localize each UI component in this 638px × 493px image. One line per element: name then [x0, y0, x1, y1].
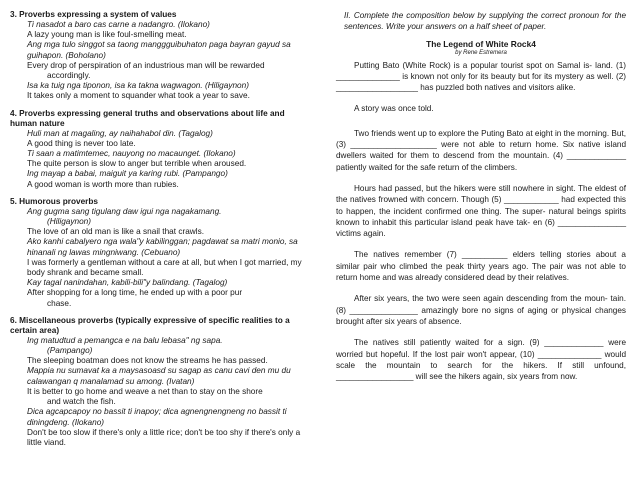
proverb-continuation: and watch the fish.	[47, 397, 116, 407]
story-paragraph: After six years, the two were seen again descending from the moun- tain. (8) _______________ amazingly bore no signs of aging or physical changes brought after six years of absence.	[336, 294, 626, 326]
proverb-translation: A lazy young man is like foul-smelling meat.	[27, 30, 187, 40]
section-title: 3. Proverbs expressing a system of values	[10, 10, 177, 19]
story-paragraph: Two friends went up to explore the Puting Bato at eight in the morning. But, (3) ___________________ were not able to return home. Six native island dwellers waited for them to descend from the mountain. (4) _____________ patiently waited for the safe return of the climbers.	[336, 128, 626, 172]
story-paragraph: Hours had passed, but the hikers were still nowhere in sight. The eldest of the natives frowned with concern. Though (5) ____________ had expected this to happen, the incident confirmed one thing. The super- natural beings spirits known to inhabit this particular island peak have tak- en (6) _______________ victims again.	[336, 183, 626, 239]
proverb-translation: A good woman is worth more than rubies.	[27, 179, 179, 189]
proverb-text: Ing matudtud a pemangca e na balu lebasa" ng sapa.	[27, 335, 223, 345]
story-paragraph: The natives remember (7) __________ elders telling stories about a similar pair who climbed the peak thirty years ago. The pair was not able to return home and was already considered dead by their relatives.	[336, 250, 626, 283]
proverb-original: Ti saan a matimtemec, nauyong no macaunget. (Ilokano)	[27, 149, 236, 159]
proverb-translation	[27, 61, 310, 81]
story-paragraph: Putting Bato (White Rock) is a popular tourist spot on Samal is- land. (1) ______________ is known not only for its beauty but for its mystery as well. (2) __________________ has puzzled both natives and visitors alike.	[336, 60, 626, 93]
proverb-original: Kay tagal nanindahan, kabili-bili"y balindang. (Tagalog)	[27, 278, 228, 288]
proverb-continuation: accordingly.	[47, 71, 91, 81]
proverb-translation: The sleeping boatman does not know the streams he has passed.	[27, 356, 268, 366]
proverb-original: Ako kanhi cabalyero nga wala"y kabilinggan; pagdawat sa matri monio, sa hinanali ng lawas mingniwang. (Cebuano)	[27, 237, 298, 257]
proverb-text: Every drop of perspiration of an industrious man will be rewarded	[27, 60, 265, 70]
proverb-original: Dica agcapcapoy no bassit ti inapoy; dica agnengnengneng no bassit ti diningdeng. (Ilokano)	[27, 407, 287, 427]
section-values	[10, 10, 310, 102]
story-byline: by Rene Estremera	[455, 49, 507, 56]
proverb-original: Ti nasadot a baro cas carne a nadangro. (Ilokano)	[27, 20, 210, 29]
section-title: 6. Miscellaneous proverbs (typically expressive of specific realities to a certain area)	[10, 315, 290, 335]
proverb-continuation: (Pampango)	[47, 346, 93, 356]
composition-column	[332, 0, 638, 392]
proverb-original: Mappia nu sumavat ka a maysasoasd su sagap as canu cavi den mu du calawangan q manalamad su among. (Ivatan)	[27, 366, 291, 386]
section-humorous	[10, 197, 310, 309]
instructions: II. Complete the composition below by supplying the correct pronoun for the sentences. Write your answers on a half sheet of paper.	[344, 11, 626, 32]
proverb-original: Huli man at magaling, ay naihahabol din. (Tagalog)	[27, 128, 213, 138]
story-paragraph: The natives still patiently waited for a sign. (9) _____________ were worried but hopeful. If the lost pair won't appear, (10) ______________ would scale the mountain to search for the hikers. If still unfound, _________________ will see the hikers again, six years from now.	[336, 338, 626, 382]
proverb-translation	[27, 288, 310, 308]
proverb-original	[27, 336, 310, 356]
proverb-translation: I was formerly a gentleman without a care at all, but when I got married, my body shrank and became small.	[27, 257, 302, 278]
proverb-translation: It takes only a moment to squander what took a year to save.	[27, 91, 250, 101]
section-title: 5. Humorous proverbs	[10, 196, 99, 206]
proverb-text: Ang gugma sang tigulang daw igui nga nagakamang.	[27, 206, 222, 216]
proverb-translation	[27, 387, 310, 407]
proverb-original: Ang mga tulo singgot sa taong manggguibuhaton paga bayran gayud sa guihapon. (Boholano)	[27, 40, 291, 60]
proverb-original: Ing mayap a babai, maiguit ya karing rubi. (Pampango)	[27, 169, 228, 179]
section-title: 4. Proverbs expressing general truths and observations about life and human nature	[10, 108, 285, 128]
proverb-continuation: chase.	[47, 298, 72, 308]
proverb-translation: A good thing is never too late.	[27, 138, 136, 148]
section-miscellaneous	[10, 316, 310, 448]
story-title: The Legend of White Rock4	[426, 38, 536, 49]
proverb-original	[27, 207, 310, 227]
proverb-text: After shopping for a long time, he ended up with a poor pur	[27, 288, 243, 298]
proverbs-column	[0, 0, 310, 455]
proverb-continuation: (Hiligaynon)	[47, 217, 92, 227]
section-truths	[10, 109, 310, 190]
proverb-translation: Don't be too slow if there's only a little rice; don't be too shy if there's only a little viand.	[27, 427, 301, 447]
proverb-translation: The quite person is slow to anger but terrible when aroused.	[27, 159, 247, 169]
proverb-text: It is better to go home and weave a net than to stay on the shore	[27, 386, 263, 396]
story-paragraph: A story was once told.	[354, 104, 434, 114]
proverb-translation: The love of an old man is like a snail that crawls.	[27, 227, 205, 237]
proverb-original: Isa ka tuig nga tiponon, isa ka takna wagwagon. (Hiligaynon)	[27, 81, 249, 91]
